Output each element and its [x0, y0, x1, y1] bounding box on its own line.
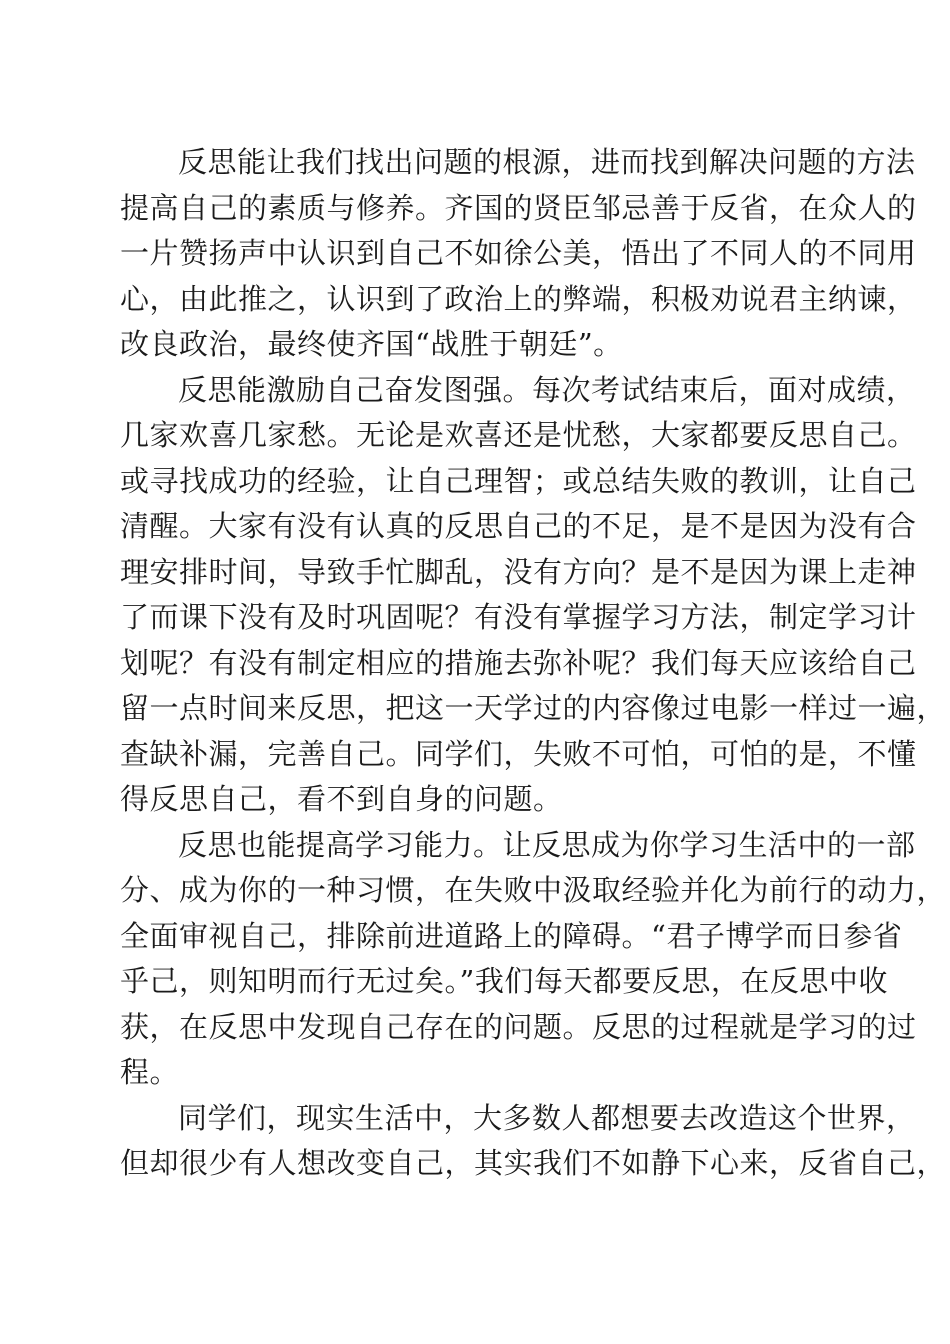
text-line: 几家欢喜几家愁。无论是欢喜还是忧愁，大家都要反思自己。	[120, 418, 917, 452]
text-line: 乎己，则知明而行无过矣。”我们每天都要反思，在反思中收	[120, 964, 888, 998]
text-line: 获，在反思中发现自己存在的问题。反思的过程就是学习的过	[120, 1009, 917, 1044]
text-line: 反思也能提高学习能力。让反思成为你学习生活中的一部	[178, 827, 916, 862]
body-text	[120, 140, 947, 1187]
text-line: 反思能让我们找出问题的根源，进而找到解决问题的方法	[178, 145, 916, 179]
text-line: 或寻找成功的经验，让自己理智；或总结失败的教训，让自己	[120, 463, 917, 498]
text-line: 留一点时间来反思，把这一天学过的内容像过电影一样过一遍，	[120, 691, 947, 725]
text-line: 理安排时间，导致手忙脚乱，没有方向？是不是因为课上走神	[120, 554, 917, 589]
text-line: 划呢？有没有制定相应的措施去弥补呢？我们每天应该给自己	[120, 645, 917, 680]
text-line: 程。	[120, 1055, 180, 1089]
text-line: 但却很少有人想改变自己，其实我们不如静下心来，反省自己，	[120, 1146, 947, 1180]
text-line: 得反思自己，看不到自身的问题。	[120, 782, 563, 816]
text-line: 全面审视自己，排除前进道路上的障碍。“君子博学而日参省	[120, 918, 903, 953]
text-line: 改良政治，最终使齐国“战胜于朝廷”。	[120, 327, 623, 361]
text-line: 了而课下没有及时巩固呢？有没有掌握学习方法，制定学习计	[120, 600, 917, 634]
text-line: 分、成为你的一种习惯，在失败中汲取经验并化为前行的动力，	[120, 873, 947, 907]
text-line: 同学们，现实生活中，大多数人都想要去改造这个世界，	[178, 1100, 916, 1135]
text-line: 一片赞扬声中认识到自己不如徐公美，悟出了不同人的不同用	[120, 236, 917, 270]
text-line: 清醒。大家有没有认真的反思自己的不足，是不是因为没有合	[120, 509, 917, 543]
text-line: 提高自己的素质与修养。齐国的贤臣邹忌善于反省，在众人的	[120, 190, 917, 225]
text-line: 反思能激励自己奋发图强。每次考试结束后，面对成绩，	[178, 372, 916, 407]
text-line: 心，由此推之，认识到了政治上的弊端，积极劝说君主纳谏，	[120, 281, 917, 316]
text-line: 查缺补漏，完善自己。同学们，失败不可怕，可怕的是，不懂	[120, 736, 917, 771]
